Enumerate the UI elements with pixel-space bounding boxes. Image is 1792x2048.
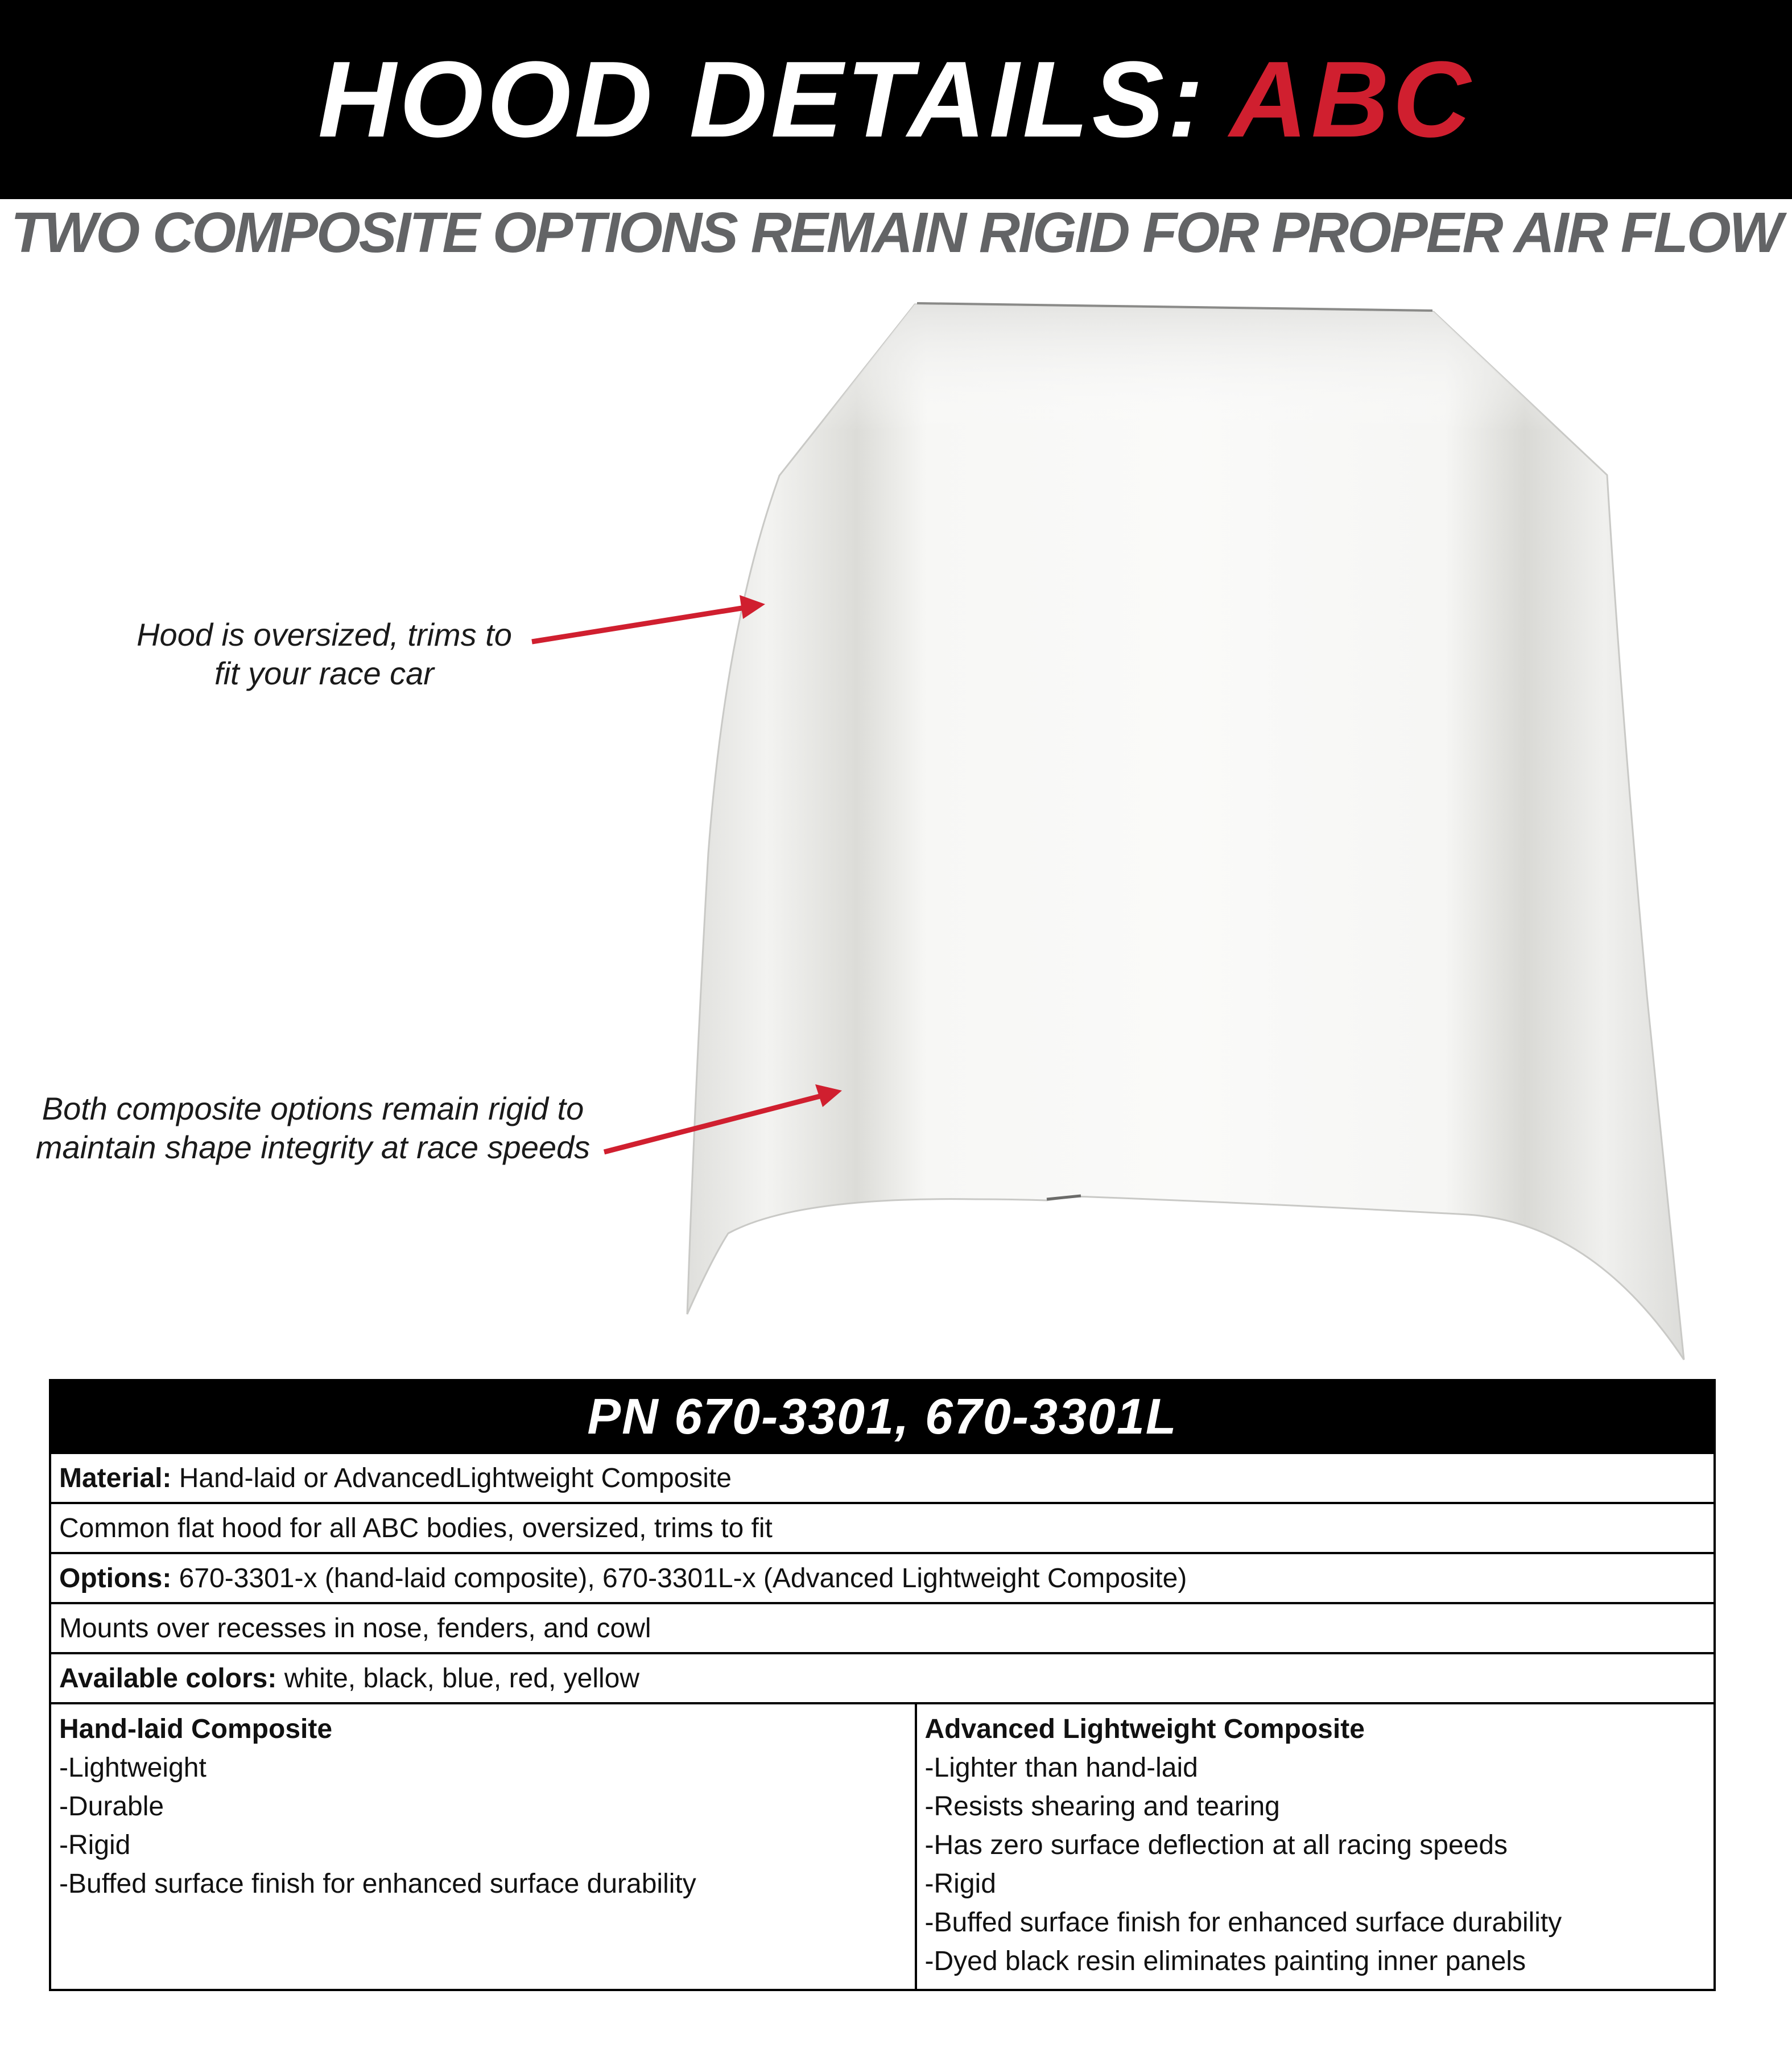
callout-rigid-line2: maintain shape integrity at race speeds: [35, 1129, 591, 1165]
composite-columns-row: [50, 1703, 1715, 1990]
hand-laid-column: [50, 1703, 916, 1990]
list-item: -Buffed surface finish for enhanced surface durability: [59, 1869, 696, 1899]
title-accent: ABC: [1229, 39, 1475, 160]
advanced-column: [916, 1703, 1715, 1990]
callout-arrow-1: [532, 608, 745, 642]
list-item: -Dyed black resin eliminates painting inner panels: [924, 1946, 1526, 1976]
advanced-features: [925, 1749, 1706, 1981]
list-item: -Rigid: [59, 1830, 131, 1860]
mounts-row: [50, 1603, 1715, 1653]
colors-label: Available colors:: [59, 1663, 277, 1694]
page-subtitle: TWO COMPOSITE OPTIONS REMAIN RIGID FOR PROPER AIR FLOW: [10, 201, 1782, 265]
mounts-text: Mounts over recesses in nose, fenders, and cowl: [50, 1603, 1715, 1653]
callout-oversized-line2: fit your race car: [214, 655, 434, 691]
list-item: -Has zero surface deflection at all racing speeds: [924, 1830, 1508, 1860]
common-text: Common flat hood for all ABC bodies, oversized, trims to fit: [50, 1503, 1715, 1553]
hand-laid-title: Hand-laid Composite: [59, 1714, 333, 1744]
callout-rigid: [23, 1089, 603, 1167]
advanced-title: Advanced Lightweight Composite: [924, 1714, 1365, 1744]
list-item: -Resists shearing and tearing: [924, 1791, 1280, 1822]
common-row: [50, 1503, 1715, 1553]
callout-oversized: [102, 616, 546, 693]
hand-laid-features: [59, 1749, 907, 1904]
callout-rigid-line1: Both composite options remain rigid to: [42, 1091, 584, 1126]
list-item: -Lightweight: [59, 1753, 207, 1783]
spec-table: [49, 1379, 1716, 1991]
list-item: -Durable: [59, 1791, 164, 1822]
options-row: [50, 1553, 1715, 1603]
material-value: Hand-laid or AdvancedLightweight Composite: [179, 1463, 732, 1493]
list-item: -Lighter than hand-laid: [924, 1753, 1198, 1783]
list-item: -Rigid: [924, 1869, 996, 1899]
options-value: 670-3301-x (hand-laid composite), 670-3301L-x (Advanced Lightweight Composite): [179, 1563, 1187, 1593]
callout-oversized-line1: Hood is oversized, trims to: [137, 617, 512, 653]
part-number-header: PN 670-3301, 670-3301L: [50, 1380, 1715, 1453]
title-main: HOOD DETAILS:: [317, 39, 1207, 160]
colors-row: [50, 1653, 1715, 1703]
material-row: [50, 1453, 1715, 1503]
list-item: -Buffed surface finish for enhanced surface durability: [924, 1907, 1562, 1938]
material-label: Material:: [59, 1463, 172, 1493]
colors-value: white, black, blue, red, yellow: [284, 1663, 640, 1694]
options-label: Options:: [59, 1563, 172, 1593]
